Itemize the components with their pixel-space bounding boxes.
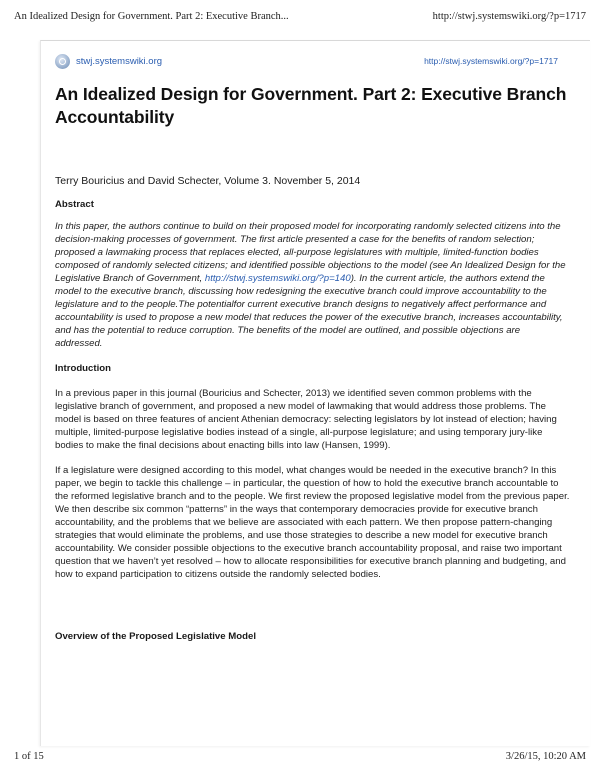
site-name-link[interactable]: stwj.systemswiki.org [76,55,163,67]
article-title: An Idealized Design for Government. Part 2: Executive Branch Accountability [55,84,567,127]
print-header [14,11,586,22]
site-identity[interactable] [55,54,162,69]
print-timestamp: 3/26/15, 10:20 AM [505,751,586,762]
introduction-paragraph-2: If a legislature were designed according to this model, what changes would be needed in the executive branch? In this paper, we begin to tackle this challenge – in particular, the question of how to hold the executive branch accountable to the reformed legislative branch and to the people. We first review the proposed legislative model from the previous paper. We then describe six common “patterns” in the ways that contemporary democracies provide for executive branch accountability, and the problems that we believe are associated with each pattern. We then propose pattern-changing strategies that would eliminate the problems, and use those strategies to describe a new model for executive branch accountability. We consider possible objections to the executive branch accountability proposal, and raise two important question that we haven’t yet resolved – how to allocate responsibilities for executive branch planning and budgeting, and how to expand participation to citizens outside the randomly selected bodies. [55,465,570,580]
article-content [55,83,570,643]
print-footer [14,751,586,762]
article-card [40,40,590,746]
abstract-text-part-2: ). In the current article, the authors extend the model to the executive branch, discussing how redesigning the executive branch could improve accountability to the legislature and to the people.The potentialfor current executive branch designs to negatively affect performance and accountability is used to propose a new model that reduces the power of the executive branch, increases accountability, and has the potential to reduce corruption. The benefits of the model are outlined, and possible objections are addressed. [55,273,563,349]
abstract-link[interactable]: http://stwj.systemswiki.org/?p=140 [204,273,351,284]
abstract-heading: Abstract [55,199,94,210]
site-bar [55,52,558,70]
print-header-url: http://stwj.systemswiki.org/?p=1717 [432,11,586,22]
abstract-text [55,220,570,350]
authors-line: Terry Bouricius and David Schecter, Volume 3. November 5, 2014 [55,175,361,187]
article-url-link[interactable]: http://stwj.systemswiki.org/?p=1717 [424,56,558,66]
page-number: 1 of 15 [14,751,44,762]
abstract-text-part-1: In this paper, the authors continue to build on their proposed model for incorporating randomly selected citizens into the decision-making processes of government. The first article presented a case for the benefits of random selection; proposed a lawmaking process that replaces elected, all-purpose legislatures with multiple, limited-function bodies composed of randomly selected citizens; and identified possible objections to the model (see An Idealized Design for the Legislative Branch of Government, [55,221,566,284]
introduction-heading: Introduction [55,363,111,374]
overview-heading: Overview of the Proposed Legislative Model [55,631,256,642]
print-header-title: An Idealized Design for Government. Part 2: Executive Branch... [14,11,289,22]
introduction-paragraph-1: In a previous paper in this journal (Bouricius and Schecter, 2013) we identified seven common problems with the legislative branch of government, and proposed a new model of lawmaking that would address those problems. The model is based on three features of ancient Athenian democracy: selecting legislators by lot instead of election; having multiple, limited-purpose legislative bodies instead of a single, all-purpose legislature; and using temporary jury-like bodies to make the final decisions about enacting bills into law (Hansen, 1999). [55,388,557,451]
globe-icon [55,54,70,69]
